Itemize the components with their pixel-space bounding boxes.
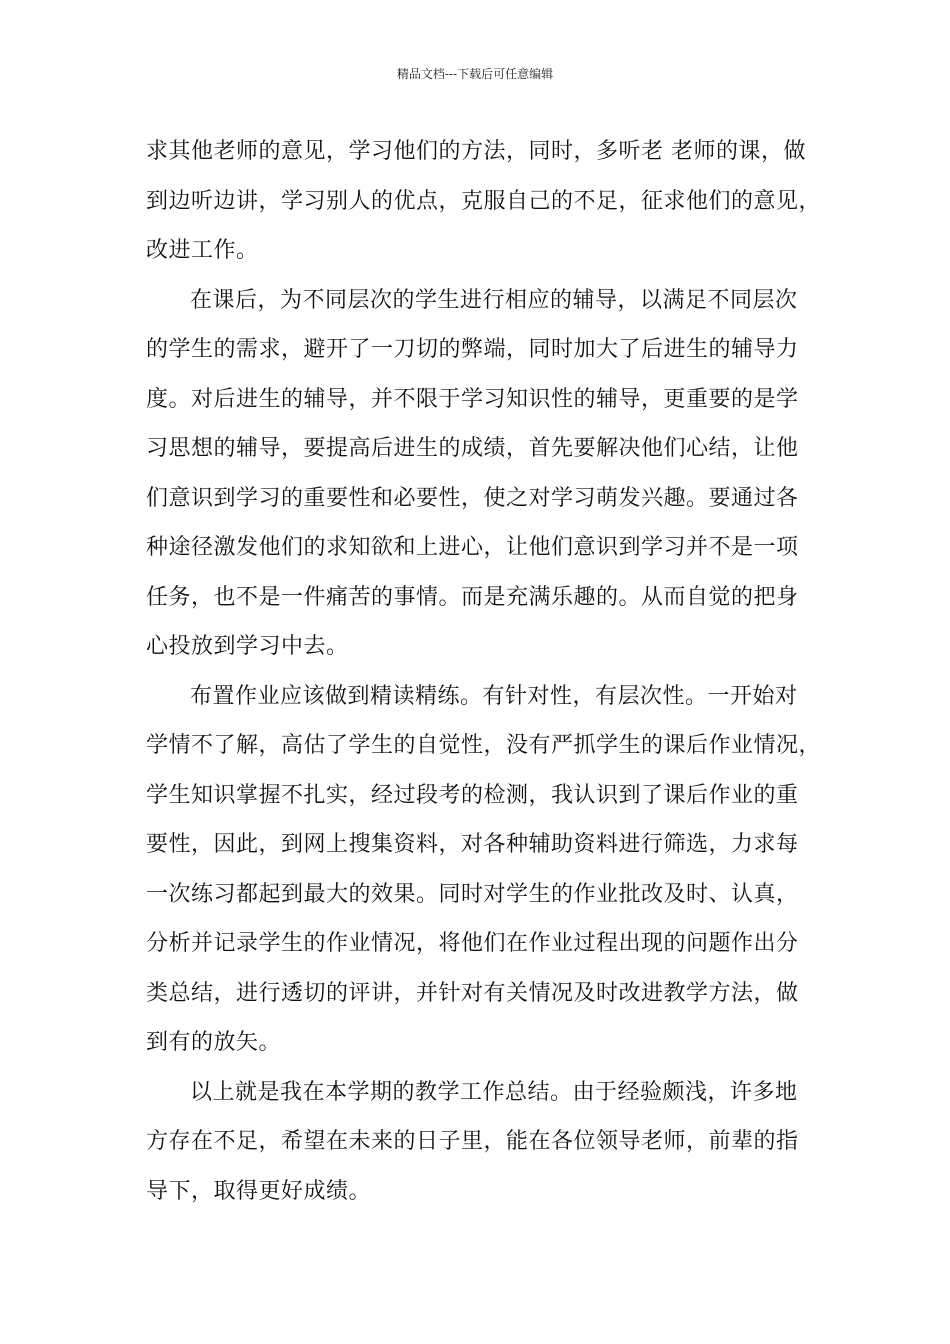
text-line: 分析并记录学生的作业情况，将他们在作业过程出现的问题作出分 [146,931,799,956]
text-line: 方存在不足，希望在未来的日子里，能在各位领导老师，前辈的指 [146,1129,799,1154]
text-line: 度。对后进生的辅导，并不限于学习知识性的辅导，更重要的是学 [146,386,799,412]
paragraph-first-line: 以上就是我在本学期的教学工作总结。由于经验颇浅，许多地 [190,1079,798,1105]
text-line: 学情不了解，高估了学生的自觉性，没有严抓学生的课后作业情况， [146,733,822,758]
text-line: 到边听边讲，学习别人的优点，克服自己的不足，征求他们的意见， [146,188,822,214]
text-line: 求其他老师的意见，学习他们的方法，同时，多听老 老师的课，做 [146,139,806,164]
text-line: 们意识到学习的重要性和必要性，使之对学习萌发兴趣。要通过各 [146,485,799,511]
text-line: 类总结，进行透切的评讲，并针对有关情况及时改进教学方法，做 [146,980,799,1006]
text-line: 要性，因此，到网上搜集资料，对各种辅助资料进行筛选，力求每 [146,832,799,857]
text-line: 学生知识掌握不扎实，经过段考的检测，我认识到了课后作业的重 [146,782,799,808]
text-line: 一次练习都起到最大的效果。同时对学生的作业批改及时、认真， [146,881,799,907]
paragraph-first-line: 在课后，为不同层次的学生进行相应的辅导，以满足不同层次 [190,287,798,313]
text-line: 改进工作。 [146,238,259,263]
text-line: 到有的放矢。 [146,1030,282,1055]
text-line: 的学生的需求，避开了一刀切的弊端，同时加大了后进生的辅导力 [146,337,799,362]
page-header: 精品文档---下载后可任意编辑 [396,67,554,81]
text-line: 任务，也不是一件痛苦的事情。而是充满乐趣的。从而自觉的把身 [146,584,799,610]
text-line: 习思想的辅导，要提高后进生的成绩，首先要解决他们心结，让他 [146,436,799,461]
text-line: 导下，取得更好成绩。 [146,1178,372,1204]
document-body [146,132,836,1221]
text-line: 心投放到学习中去。 [146,634,349,659]
paragraph-first-line: 布置作业应该做到精读精练。有针对性，有层次性。一开始对 [190,683,798,709]
text-line: 种途径激发他们的求知欲和上进心，让他们意识到学习并不是一项 [146,535,799,560]
